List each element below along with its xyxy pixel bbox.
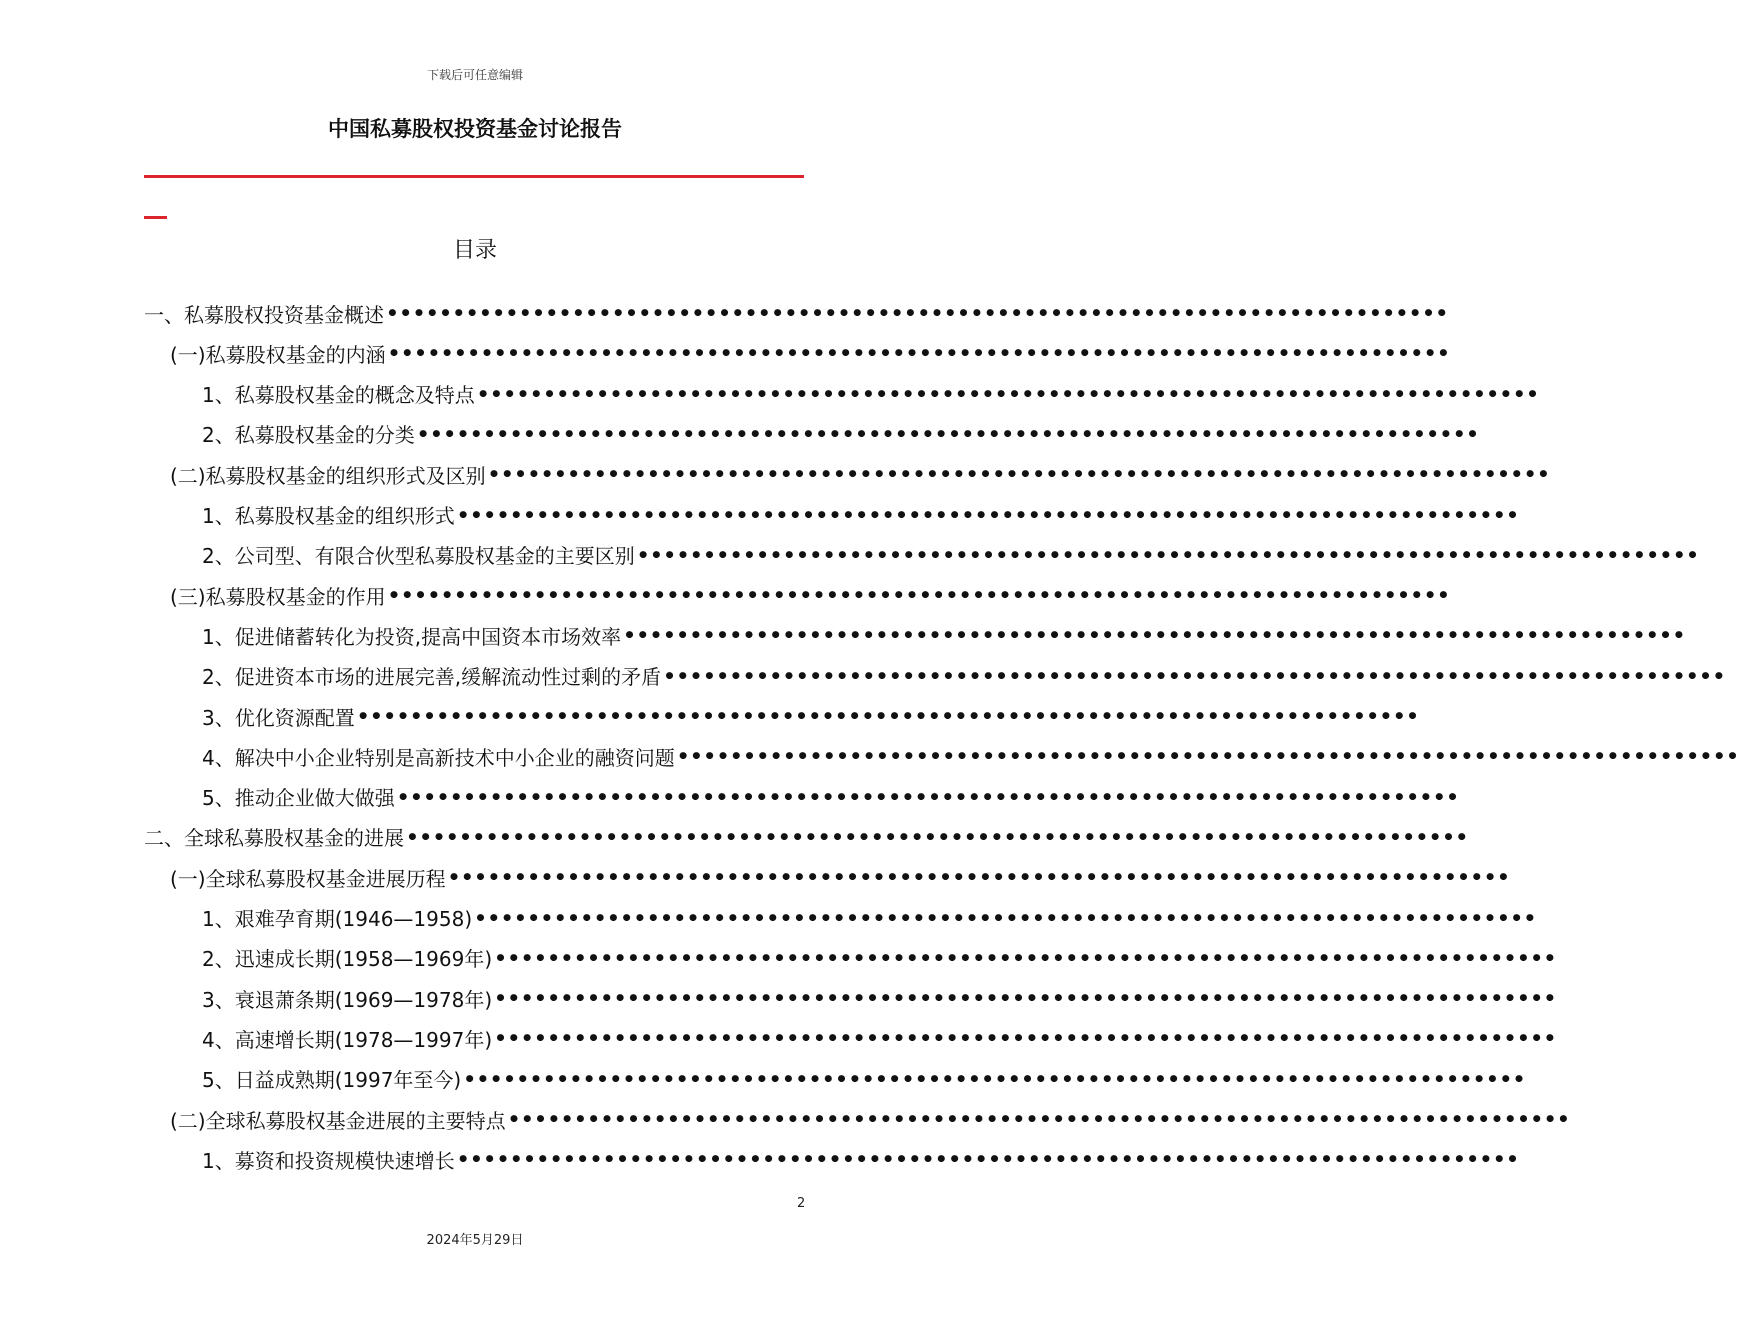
- toc-entry: [170, 336, 1451, 370]
- toc-leader-dots: ••••••••••••••••••••••••••••••••••••••••••••••••••••••••••••••••••••••••••••••••: [463, 1066, 1526, 1091]
- toc-entry: [170, 457, 1551, 491]
- toc-entry: [202, 618, 1686, 652]
- toc-entry: [202, 780, 1460, 814]
- toc-entry-text: 2、迅速成长期(1958—1969年): [202, 947, 493, 972]
- toc-entry: [170, 1102, 1571, 1136]
- toc-leader-dots: ••••••••••••••••••••••••••••••••••••••••••••••••••••••••••••••••••••••••••••••••: [416, 421, 1480, 446]
- title-divider: [144, 175, 804, 178]
- toc-entry: [202, 498, 1520, 532]
- toc-leader-dots: ••••••••••••••••••••••••••••••••••••••••••••••••••••••••••••••••••••••••••••••••: [663, 663, 1726, 688]
- toc-entry-text: 4、高速增长期(1978—1997年): [202, 1027, 493, 1052]
- toc-leader-dots: ••••••••••••••••••••••••••••••••••••••••••••••••••••••••••••••••••••••••••••••••: [406, 824, 1469, 849]
- toc-entry: [202, 901, 1537, 935]
- toc-entry-text: 1、艰难孕育期(1946—1958): [202, 907, 473, 931]
- toc-leader-dots: ••••••••••••••••••••••••••••••••••••••••••••••••••••••••••••••••••••••••••••••••: [456, 1147, 1520, 1172]
- toc-entry: [202, 739, 1739, 773]
- toc-entry-text: 2、私募股权基金的分类: [202, 423, 415, 448]
- toc-entry: [144, 820, 1469, 854]
- page-number: 2: [797, 1196, 806, 1211]
- toc-entry: [202, 659, 1726, 693]
- toc-entry: [170, 578, 1451, 612]
- toc-entry-text: (二)全球私募股权基金进展的主要特点: [170, 1108, 506, 1133]
- toc-entry-text: 4、解决中小企业特别是高新技术中小企业的融资问题: [202, 745, 675, 770]
- toc-entry-text: 2、促进资本市场的进展完善,缓解流动性过剩的矛盾: [202, 665, 662, 690]
- title-divider-stub: [144, 216, 167, 219]
- toc-entry-text: 5、日益成熟期(1997年至今): [202, 1068, 462, 1093]
- toc-entry: [202, 941, 1557, 975]
- toc-leader-dots: ••••••••••••••••••••••••••••••••••••••••••••••••••••••••••••••••••••••••••••••••: [623, 623, 1686, 648]
- toc-entry: [144, 296, 1449, 330]
- toc-entry-text: 2、公司型、有限合伙型私募股权基金的主要区别: [202, 544, 635, 569]
- toc-leader-dots: ••••••••••••••••••••••••••••••••••••••••••••••••••••••••••••••••••••••••••••••••: [356, 704, 1420, 728]
- toc-leader-dots: ••••••••••••••••••••••••••••••••••••••••••••••••••••••••••••••••••••••••••••••••: [387, 583, 1451, 608]
- toc-entry-text: 二、全球私募股权基金的进展: [144, 826, 404, 851]
- toc-entry-text: (一)私募股权基金的内涵: [170, 342, 386, 367]
- toc-entry: [202, 377, 1540, 411]
- toc-entry: [202, 981, 1557, 1015]
- toc-entry-text: (三)私募股权基金的作用: [170, 584, 386, 609]
- toc-entry: [202, 699, 1420, 733]
- toc-leader-dots: ••••••••••••••••••••••••••••••••••••••••••••••••••••••••••••••••••••••••••••••••: [494, 986, 1557, 1011]
- toc-entry: [202, 417, 1480, 451]
- toc-leader-dots: ••••••••••••••••••••••••••••••••••••••••••••••••••••••••••••••••••••••••••••••••: [494, 1026, 1557, 1051]
- toc-entry-text: (二)私募股权基金的组织形式及区别: [170, 463, 486, 488]
- toc-entry: [202, 1021, 1557, 1055]
- toc-entry-text: 5、推动企业做大做强: [202, 786, 395, 811]
- toc-leader-dots: ••••••••••••••••••••••••••••••••••••••••••••••••••••••••••••••••••••••••••••••••: [396, 784, 1460, 809]
- toc-entry: [202, 538, 1700, 572]
- toc-entry-text: 1、私募股权基金的组织形式: [202, 504, 455, 528]
- toc-leader-dots: ••••••••••••••••••••••••••••••••••••••••••••••••••••••••••••••••••••••••••••••••: [507, 1107, 1571, 1131]
- toc-leader-dots: ••••••••••••••••••••••••••••••••••••••••••••••••••••••••••••••••••••••••••••••••: [456, 502, 1520, 527]
- toc-entry: [202, 1142, 1520, 1176]
- toc-entry-text: 1、促进储蓄转化为投资,提高中国资本市场效率: [202, 624, 622, 649]
- toc-entry-text: 1、私募股权基金的概念及特点: [202, 383, 475, 408]
- toc-leader-dots: ••••••••••••••••••••••••••••••••••••••••••••••••••••••••••••••••••••••••••••••••: [487, 462, 1551, 487]
- toc-entry-text: 3、优化资源配置: [202, 705, 355, 730]
- toc-leader-dots: ••••••••••••••••••••••••••••••••••••••••••••••••••••••••••••••••••••••••••••••••: [474, 905, 1537, 930]
- toc-leader-dots: ••••••••••••••••••••••••••••••••••••••••••••••••••••••••••••••••••••••••••••••••: [386, 301, 1449, 325]
- toc-entry-text: (一)全球私募股权基金进展历程: [170, 866, 446, 891]
- toc-entry: [202, 1062, 1526, 1096]
- toc-entry-text: 3、衰退萧条期(1969—1978年): [202, 987, 493, 1012]
- toc-leader-dots: ••••••••••••••••••••••••••••••••••••••••••••••••••••••••••••••••••••••••••••••••: [494, 945, 1557, 970]
- document-title: 中国私募股权投资基金讨论报告: [328, 117, 622, 141]
- toc-entry: [170, 860, 1511, 894]
- toc-leader-dots: ••••••••••••••••••••••••••••••••••••••••••••••••••••••••••••••••••••••••••••••••: [387, 341, 1451, 366]
- toc-entry-text: 1、募资和投资规模快速增长: [202, 1148, 455, 1173]
- toc-entry-text: 一、私募股权投资基金概述: [144, 302, 384, 327]
- toc-leader-dots: ••••••••••••••••••••••••••••••••••••••••••••••••••••••••••••••••••••••••••••••••: [636, 542, 1700, 567]
- page-footer-date: 2024年5月29日: [426, 1233, 524, 1248]
- toc-leader-dots: ••••••••••••••••••••••••••••••••••••••••••••••••••••••••••••••••••••••••••••••••: [447, 865, 1511, 890]
- toc-leader-dots: ••••••••••••••••••••••••••••••••••••••••••••••••••••••••••••••••••••••••••••••••: [476, 381, 1540, 406]
- toc-leader-dots: ••••••••••••••••••••••••••••••••••••••••••••••••••••••••••••••••••••••••••••••••: [676, 744, 1739, 769]
- page-header-note: 下载后可任意编辑: [426, 68, 523, 82]
- toc-heading: 目录: [452, 238, 497, 263]
